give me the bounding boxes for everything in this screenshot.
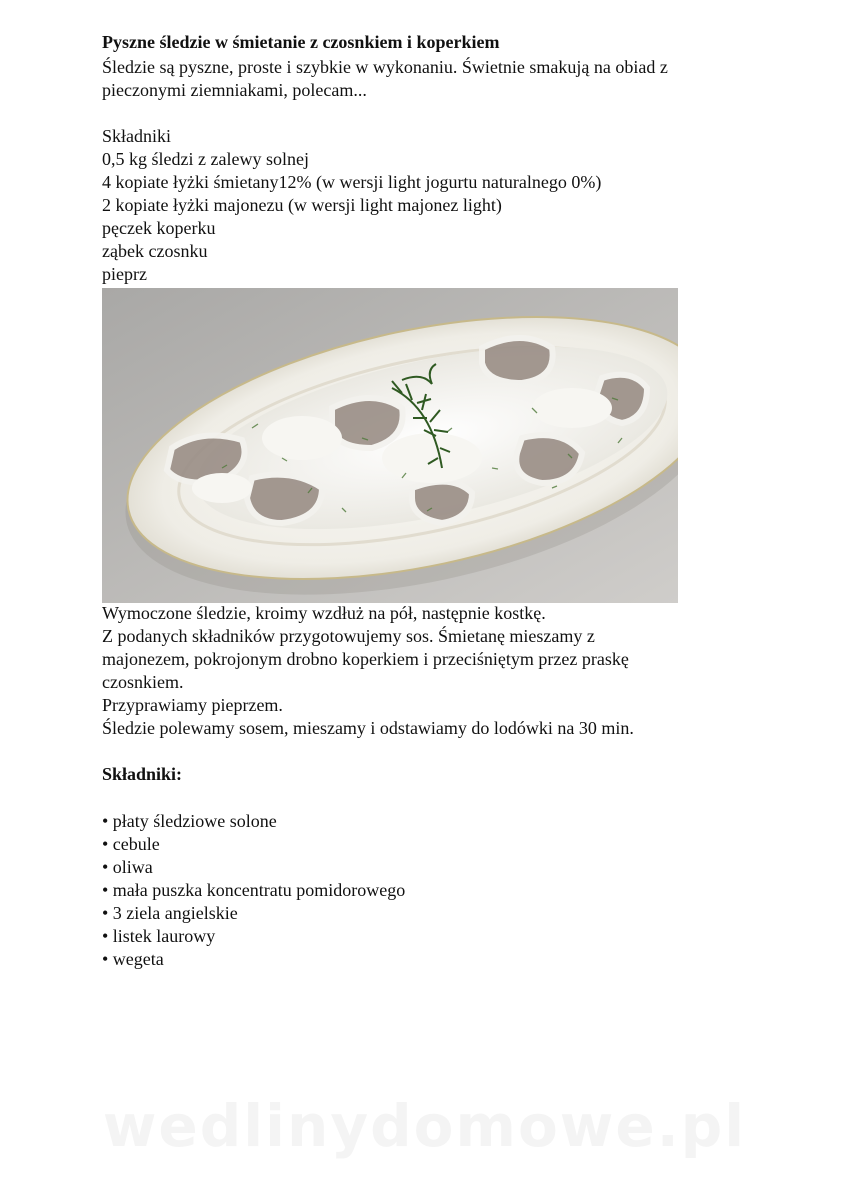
step-line: czosnkiem.	[102, 672, 184, 692]
list-item: • cebule	[102, 834, 160, 854]
second-ingredients-list	[102, 810, 802, 971]
list-item: • oliwa	[102, 857, 153, 877]
intro-line: Śledzie są pyszne, proste i szybkie w wykonaniu. Świetnie smakują na obiad z	[102, 57, 668, 77]
step-line: Wymoczone śledzie, kroimy wzdłuż na pół, następnie kostkę.	[102, 603, 546, 623]
ingredient-item: 4 kopiate łyżki śmietany12% (w wersji light jogurtu naturalnego 0%)	[102, 172, 602, 192]
step-line: Z podanych składników przygotowujemy sos. Śmietanę mieszamy z	[102, 626, 595, 646]
second-ingredients-heading: Składniki:	[102, 764, 183, 784]
preparation-steps	[102, 602, 802, 786]
ingredient-item: 2 kopiate łyżki majonezu (w wersji light majonez light)	[102, 195, 502, 215]
list-item: • wegeta	[102, 949, 164, 969]
list-item: • mała puszka koncentratu pomidorowego	[102, 880, 406, 900]
step-line: Przyprawiamy pieprzem.	[102, 695, 283, 715]
ingredient-item: pieprz	[102, 264, 147, 284]
list-item: • 3 ziela angielskie	[102, 903, 238, 923]
list-item: • płaty śledziowe solone	[102, 811, 277, 831]
watermark: wedlinydomowe.pl	[102, 1092, 747, 1160]
recipe-text	[102, 28, 802, 286]
herring-dish-photo	[102, 288, 678, 603]
list-item: • listek laurowy	[102, 926, 216, 946]
step-line: Śledzie polewamy sosem, mieszamy i odstawiamy do lodówki na 30 min.	[102, 718, 634, 738]
recipe-title: Pyszne śledzie w śmietanie z czosnkiem i koperkiem	[102, 32, 500, 52]
intro-line: pieczonymi ziemniakami, polecam...	[102, 80, 367, 100]
ingredient-item: pęczek koperku	[102, 218, 216, 238]
ingredients-heading: Składniki	[102, 126, 172, 146]
step-line: majonezem, pokrojonym drobno koperkiem i przeciśniętym przez praskę	[102, 649, 629, 669]
ingredient-item: 0,5 kg śledzi z zalewy solnej	[102, 149, 309, 169]
ingredient-item: ząbek czosnku	[102, 241, 208, 261]
